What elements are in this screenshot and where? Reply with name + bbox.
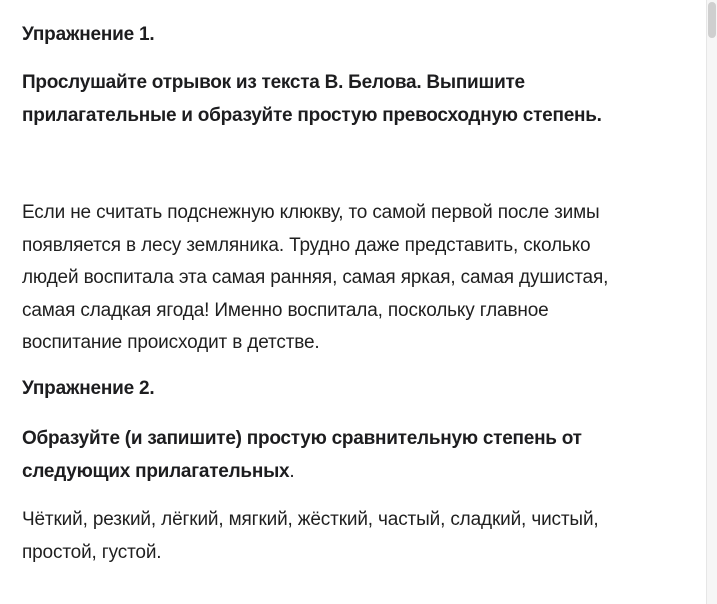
vertical-scrollbar[interactable] (707, 0, 717, 604)
scrollbar-thumb[interactable] (708, 2, 716, 38)
exercise-2-words (22, 504, 599, 569)
passage-line: людей воспитала эта самая ранняя, самая яркая, самая душистая, (22, 267, 609, 288)
passage-line: самая сладкая ягода! Именно воспитала, поскольку главное (22, 299, 549, 321)
exercise-2-heading: Упражнение 2. (22, 378, 155, 399)
exercise-2-task-text: следующих прилагательных (22, 461, 290, 482)
exercise-2-task (22, 422, 692, 488)
exercise-1-task-line: Прослушайте отрывок из текста В. Белова. Выпишите (22, 72, 525, 93)
exercise-1-passage (22, 197, 608, 360)
exercise-1-task (22, 66, 692, 132)
words-line: простой, густой. (22, 541, 162, 563)
passage-line: Если не считать подснежную клюкву, то самой первой после зимы (22, 202, 600, 223)
exercise-2-task-line: Образуйте (и запишите) простую сравнительную степень от (22, 428, 582, 449)
exercise-2-task-period: . (289, 461, 295, 482)
exercise-1-heading: Упражнение 1. (22, 24, 155, 45)
exercise-2-task-line (22, 455, 692, 488)
passage-line: появляется в лесу земляника. Трудно даже представить, сколько (22, 234, 591, 256)
exercise-1-task-line: прилагательные и образуйте простую превосходную степень. (22, 105, 602, 126)
words-line: Чёткий, резкий, лёгкий, мягкий, жёсткий, частый, сладкий, чистый, (22, 509, 599, 530)
passage-line: воспитание происходит в детстве. (22, 332, 320, 353)
